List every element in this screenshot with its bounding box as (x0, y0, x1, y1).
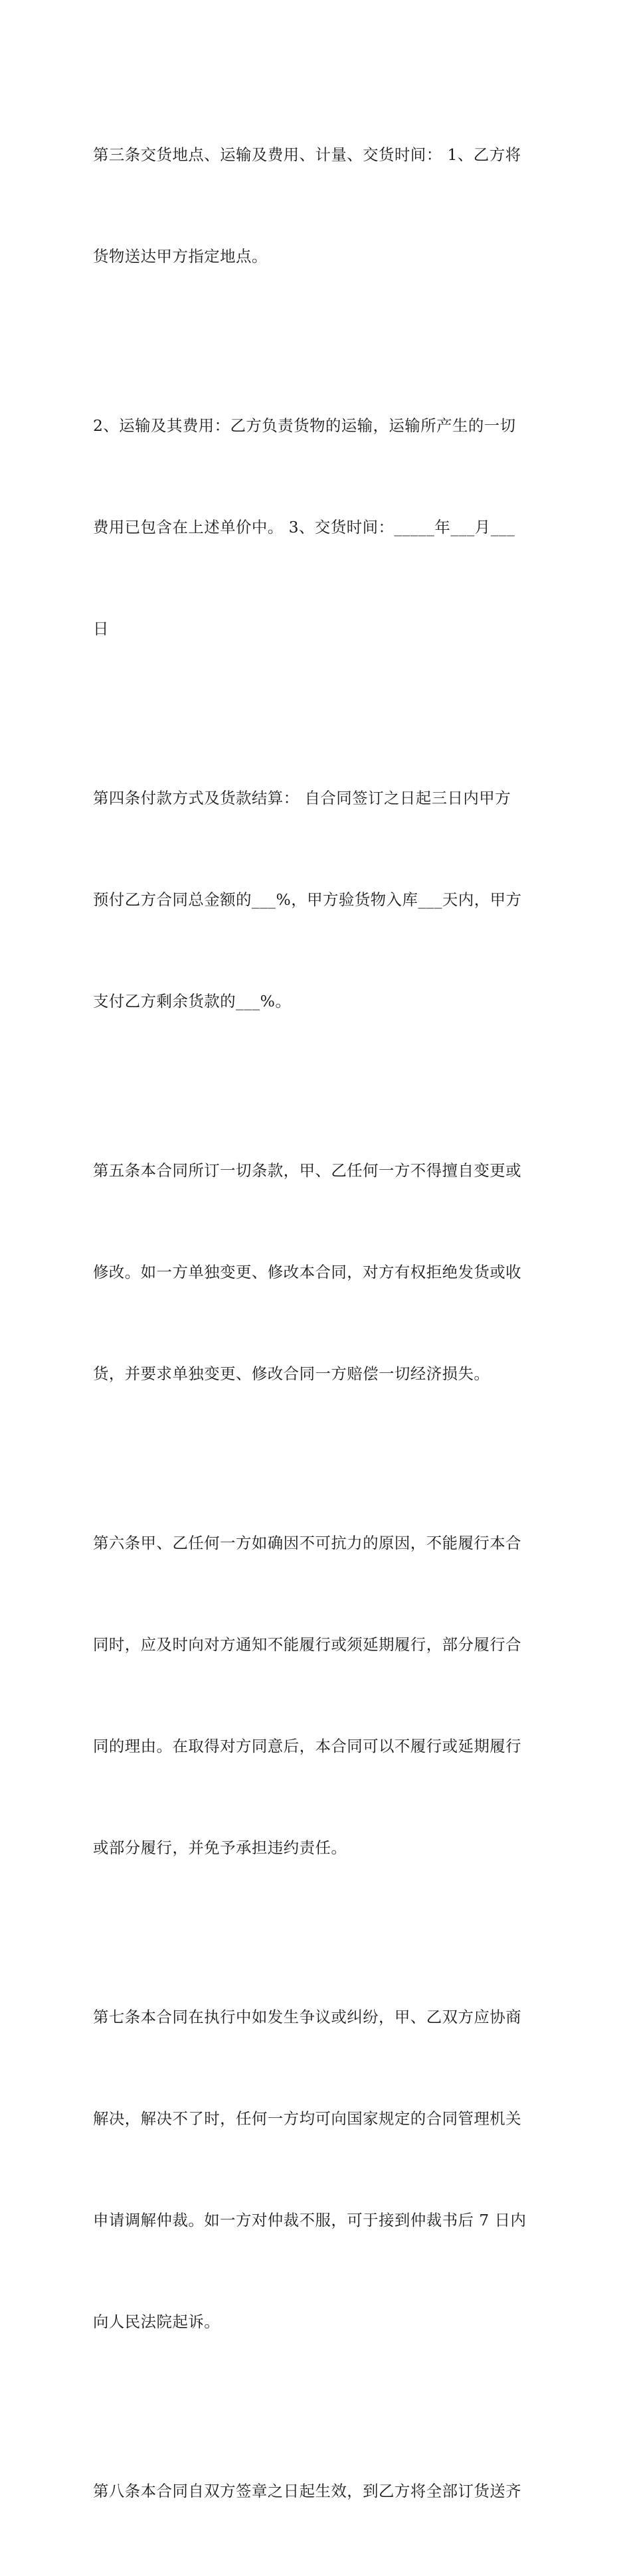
text-line: 费用已包含在上述单价中。 3、交货时间：_____年___月___ (93, 518, 515, 536)
text-line: 货，并要求单独变更、修改合同一方赔偿一切经济损失。 (93, 1364, 490, 1383)
text-line: 货物送达甲方指定地点。 (93, 247, 268, 266)
text-line: 第六条甲、乙任何一方如确因不可抗力的原因，不能履行本合 (93, 1534, 522, 1552)
text-line: 解决，解决不了时，任何一方均可向国家规定的合同管理机关 (93, 2109, 522, 2128)
text-line: 申请调解仲裁。如一方对仲裁不服，可于接到仲裁书后 7 日内 (93, 2211, 527, 2229)
text-line: 第七条本合同在执行中如发生争议或纠纷，甲、乙双方应协商 (93, 2008, 522, 2026)
article-4-paragraph (93, 714, 545, 1086)
article-6-paragraph (93, 1459, 545, 1933)
article-3-item-2-paragraph (93, 341, 545, 714)
text-line: 第五条本合同所订一切条款，甲、乙任何一方不得擅自变更或 (93, 1161, 522, 1180)
text-line: 修改。如一方单独变更、修改本合同，对方有权拒绝发货或收 (93, 1263, 522, 1281)
text-line: 日 (93, 619, 109, 638)
text-line: 2、运输及其费用：乙方负责货物的运输，运输所产生的一切 (93, 416, 516, 435)
text-line: 支付乙方剩余货款的___%。 (93, 992, 292, 1010)
article-5-paragraph (93, 1086, 545, 1459)
text-line: 向人民法院起诉。 (93, 2312, 221, 2331)
text-line: 或部分履行，并免予承担违约责任。 (93, 1838, 347, 1857)
text-line: 第四条付款方式及货款结算： 自合同签订之日起三日内甲方 (93, 789, 511, 807)
text-line: 第三条交货地点、运输及费用、计量、交货时间： 1、乙方将 (93, 145, 521, 164)
article-8-paragraph (93, 2407, 545, 2576)
article-7-paragraph (93, 1933, 545, 2407)
text-line: 同的理由。在取得对方同意后，本合同可以不履行或延期履行 (93, 1737, 522, 1755)
contract-body (93, 70, 545, 2576)
text-line: 第八条本合同自双方签章之日起生效，到乙方将全部订货送齐 (93, 2482, 522, 2500)
article-3-paragraph (93, 70, 545, 341)
text-line: 同时，应及时向对方通知不能履行或须延期履行，部分履行合 (93, 1635, 522, 1654)
text-line: 预付乙方合同总金额的___%，甲方验货物入库___天内，甲方 (93, 890, 522, 909)
